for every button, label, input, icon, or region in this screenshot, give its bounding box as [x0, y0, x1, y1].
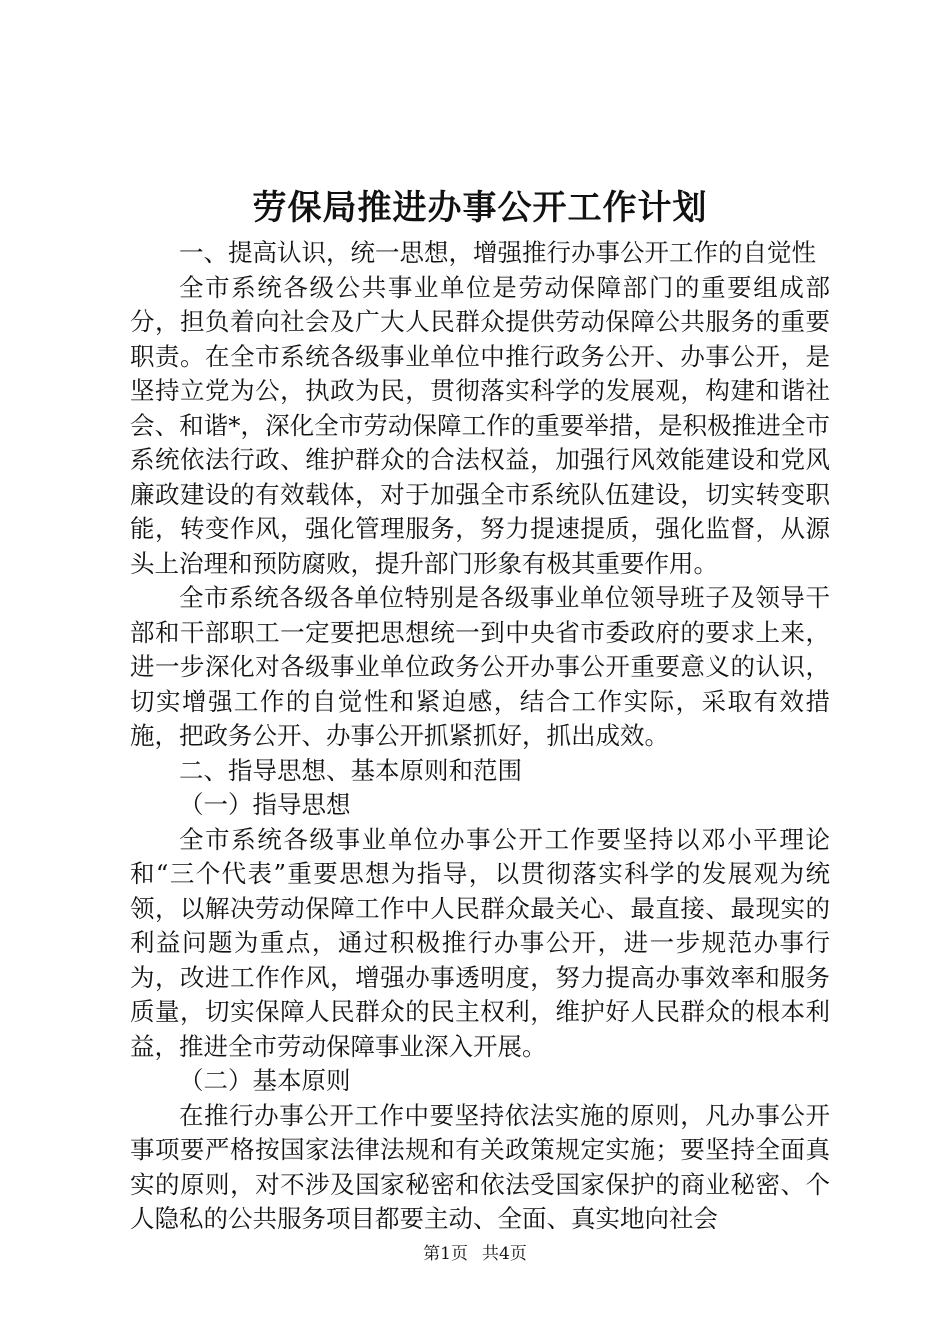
section-heading-2: 二、指导思想、基本原则和范围 [179, 755, 522, 785]
body-paragraph: 全市系统各级事业单位办事公开工作要坚持以邓小平理论和“三个代表”重要思想为指导，以贯彻落实科学的发展观为统领，以解决劳动保障工作中人民群众最关心、最直接、最现实的利益问题为重点，通过积极推行办事公开，进一步规范办事行为，改进工作作风，增强办事透明度，努力提高办事效率和服务质量，切实保障人民群众的民主权利，维护好人民群众的根本利益，推进全市劳动保障事业深入开展。 [130, 824, 830, 1061]
page-number: 第1页 [423, 1244, 468, 1264]
page-total: 共4页 [482, 1244, 527, 1264]
body-paragraph: 全市系统各级公共事业单位是劳动保障部门的重要组成部分，担负着向社会及广大人民群众提供劳动保障公共服务的重要职责。在全市系统各级事业单位中推行政务公开、办事公开，是坚持立党为公，执政为民，贯彻落实科学的发展观，构建和谐社会、和谐*，深化全市劳动保障工作的重要举措，是积极推进全市系统依法行政、维护群众的合法权益，加强行风效能建设和党风廉政建设的有效载体，对于加强全市系统队伍建设，切实转变职能，转变作风，强化管理服务，努力提速提质，强化监督，从源头上治理和预防腐败，提升部门形象有极其重要作用。 [130, 272, 830, 578]
page-footer [0, 1242, 950, 1266]
body-paragraph: 全市系统各级各单位特别是各级事业单位领导班子及领导干部和干部职工一定要把思想统一到中央省市委政府的要求上来，进一步深化对各级事业单位政务公开办事公开重要意义的认识，切实增强工作的自觉性和紧迫感，结合工作实际，采取有效措施，把政务公开、办事公开抓紧抓好，抓出成效。 [130, 583, 830, 750]
subsection-heading-2: （二）基本原则 [179, 1066, 351, 1095]
subsection-heading-1: （一）指导思想 [179, 790, 351, 819]
section-heading-1: 一、提高认识，统一思想，增强推行办事公开工作的自觉性 [179, 238, 816, 267]
document-title: 劳保局推进办事公开工作计划 [252, 188, 708, 228]
document-body [130, 236, 830, 1237]
body-paragraph: 在推行办事公开工作中要坚持依法实施的原则，凡办事公开事项要严格按国家法律法规和有关政策规定实施；要坚持全面真实的原则，对不涉及国家秘密和依法受国家保护的商业秘密、个人隐私的公共服务项目都要主动、全面、真实地向社会 [130, 1100, 830, 1233]
